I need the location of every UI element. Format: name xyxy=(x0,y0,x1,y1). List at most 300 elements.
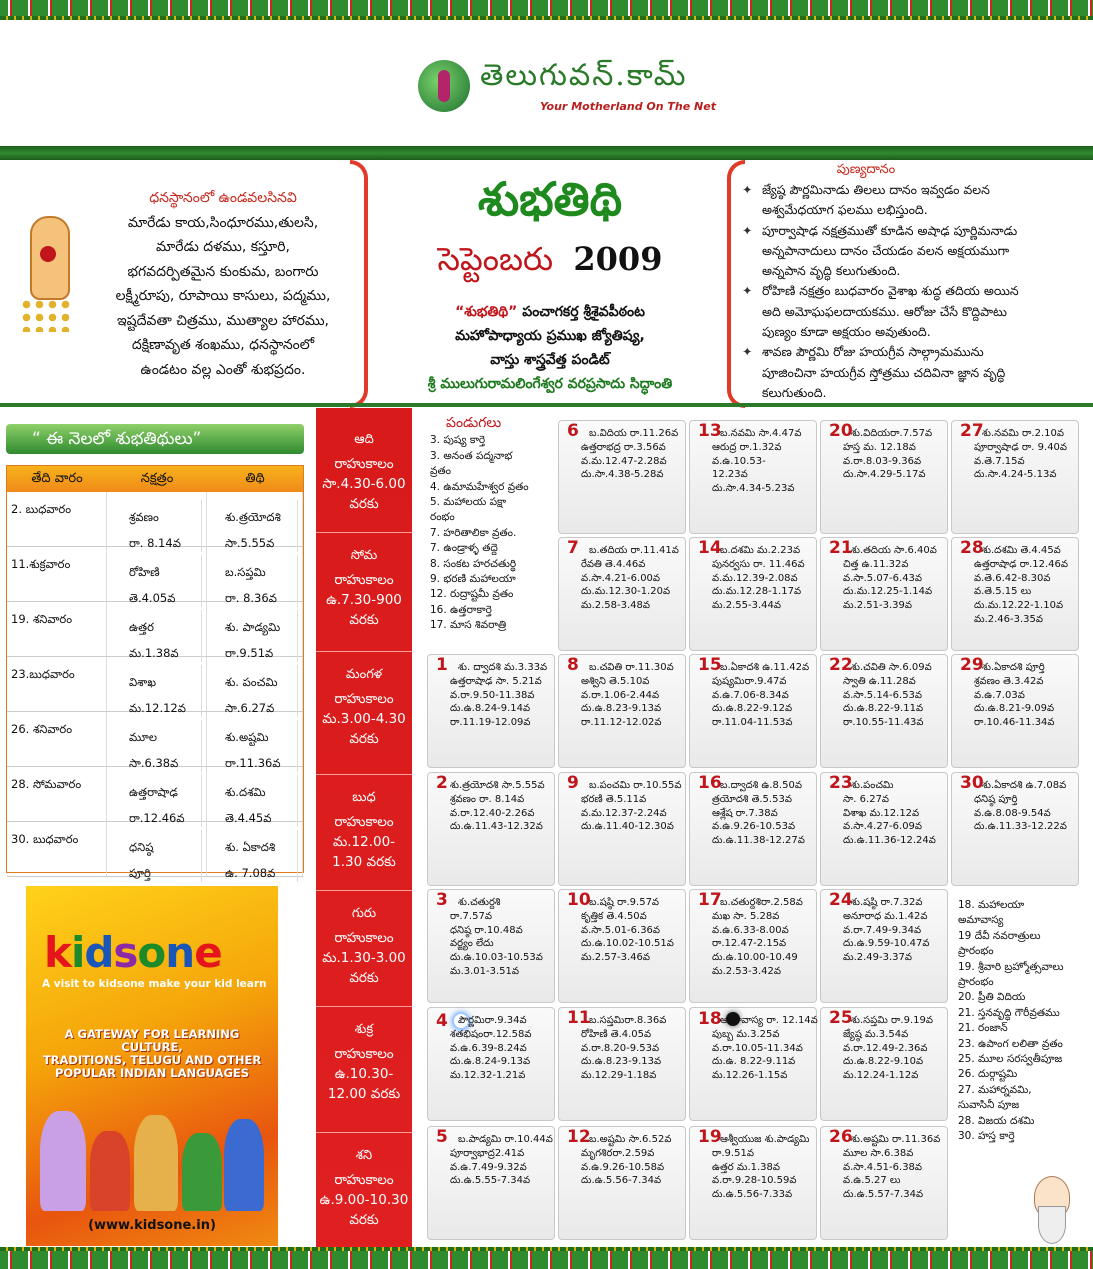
cell-line: మూల xyxy=(125,720,202,746)
festival-item: 16. ఉత్తరాకార్తె xyxy=(430,603,492,616)
cell-line: సా.5.55వ xyxy=(221,526,298,552)
detail-line: కృత్తిక తె.4.50వ xyxy=(581,910,647,922)
rahu-separator xyxy=(316,651,412,652)
punya-line: అశ్వమేధయాగ ఫలము లభిస్తుంది. xyxy=(762,202,928,218)
day-details xyxy=(581,544,681,613)
rahukalam-column xyxy=(316,408,412,1254)
tithi-cell xyxy=(207,602,303,660)
detail-line: దు.ఉ.5.57-7.34వ xyxy=(843,1189,924,1201)
day-number: 22 xyxy=(829,655,853,675)
rahu-day: గురు xyxy=(351,906,377,921)
detail-line: వ.ఉ.6.39-8.24వ xyxy=(450,1042,527,1054)
calendar-day-17 xyxy=(689,889,817,1003)
panel-line: మారేడు కాయ,సింధూరము,తులసి, xyxy=(127,214,319,231)
festival-item: 8. సంకట హరచతుర్థి xyxy=(430,557,517,570)
section-divider xyxy=(0,403,1093,407)
day-details xyxy=(974,661,1074,730)
detail-line: ఉత్తర మ.1.38వ xyxy=(712,1161,781,1173)
nakshatra-cell xyxy=(107,547,207,605)
shubha-table xyxy=(6,465,304,880)
calendar-day-19 xyxy=(689,1126,817,1240)
festival-list-2 xyxy=(958,898,1090,1145)
title-panel xyxy=(372,168,728,398)
detail-line: పూర్వాషాఢ రా. 9.40వ xyxy=(974,441,1068,453)
cell-line: శు. పాడ్యమి xyxy=(221,610,298,636)
cell-line: తె.4.05వ xyxy=(125,581,202,607)
detail-line: శు.ఏకాదశి పూర్తి xyxy=(982,662,1045,673)
festival-item: 21. స్తనవృద్ధి గౌరీవ్రతము xyxy=(958,1006,1060,1019)
cell-line: విశాఖ xyxy=(125,665,202,691)
rahukalam-block xyxy=(316,1020,412,1104)
detail-line: విశాఖ మ.12.12వ xyxy=(843,807,920,819)
cell-line: శ్రవణం xyxy=(125,500,202,526)
festival-item: 21. రంజాన్ xyxy=(958,1022,1008,1035)
calendar-day-13 xyxy=(689,420,817,534)
detail-line: వ.ఉ.6.33-8.00వ xyxy=(712,924,789,936)
detail-line: దు.ఉ.8.22-9.10వ xyxy=(843,1056,924,1068)
date-cell: 19. శనివారం xyxy=(7,602,107,656)
detail-line: బ.దశమి మ.2.23వ xyxy=(720,545,801,556)
calendar-day-1 xyxy=(427,654,555,768)
detail-line: బ.పాడ్యమి రా.10.44వ xyxy=(458,1134,553,1145)
header-band xyxy=(0,146,1093,160)
day-details xyxy=(450,1014,550,1083)
detail-line: దు.ఉ.11.36-12.24వ xyxy=(843,835,936,847)
ad-tagline: A visit to kidsone make your kid learn xyxy=(42,978,267,990)
detail-line: త్రయోదశి తె.5.53వ xyxy=(712,793,792,805)
nakshatra-cell xyxy=(107,657,207,715)
detail-line: వ.రా.9.50-11.38వ xyxy=(450,689,535,701)
festival-item: 25. మూల సరస్వతీపూజ xyxy=(958,1053,1063,1066)
rahu-line: వరకు xyxy=(349,1212,379,1228)
detail-line: దు.ఉ.10.03-10.53వ xyxy=(450,952,543,964)
detail-line: వ.తె.5.15 లు xyxy=(974,586,1032,598)
detail-line: శ్రవణం తె.3.42వ xyxy=(974,675,1044,687)
day-number: 12 xyxy=(567,1127,591,1147)
calendar-day-23 xyxy=(820,772,948,886)
detail-line: రా.10.55-11.43వ xyxy=(843,717,924,729)
site-logo[interactable] xyxy=(418,58,716,113)
detail-line: వ.మ.12.47-2.28వ xyxy=(581,455,667,467)
divider-arc xyxy=(350,160,368,408)
detail-line: మ.2.55-3.44వ xyxy=(712,600,782,612)
panel-line: భగవదర్పితమైన కుంకుమ, బంగారు xyxy=(127,263,319,280)
calendar-day-27 xyxy=(951,420,1079,534)
detail-line: వ.సా.5.01-6.36వ xyxy=(581,924,661,936)
punya-line: అన్నపాన వృద్ధి కలుగుతుంది. xyxy=(762,263,901,279)
detail-line: రా.10.46-11.34వ xyxy=(974,717,1055,729)
punya-line: అన్నపానాదులు దానం చేయడం వలన అక్షయముగా xyxy=(762,242,1010,258)
calendar-day-7 xyxy=(558,537,686,651)
day-details xyxy=(843,427,943,482)
day-number: 24 xyxy=(829,890,853,910)
rahu-day: శని xyxy=(355,1148,373,1163)
calendar-day-4 xyxy=(427,1007,555,1121)
detail-line: దు.సా.4.24-5.13వ xyxy=(974,469,1057,481)
detail-line: బ.నవమి సా.4.47వ xyxy=(720,428,802,439)
calendar-day-2 xyxy=(427,772,555,886)
day-details xyxy=(712,1014,818,1083)
detail-line: స్వాతి ఉ.11.28వ xyxy=(843,675,916,687)
cell-line: ఉత్తరాషాఢ xyxy=(125,775,202,801)
calendar-day-26 xyxy=(820,1126,948,1240)
day-details xyxy=(581,896,681,965)
punya-line: రోహిణి నక్షత్రం బుధవారం వైశాఖ శుద్ధ తదియ అయిన xyxy=(762,283,1019,299)
cell-line: శు.అష్టమి xyxy=(221,720,298,746)
cell-line: రోహిణి xyxy=(125,555,202,581)
detail-line: బ.షష్ఠి రా.9.57వ xyxy=(589,897,660,908)
calendar-day-14 xyxy=(689,537,817,651)
calendar-day-22 xyxy=(820,654,948,768)
day-number: 3 xyxy=(436,890,448,910)
detail-line: వ.రా.1.06-2.44వ xyxy=(581,689,660,701)
table-row xyxy=(7,712,303,770)
detail-line: దు.ఉ.11.40-12.30వ xyxy=(581,821,674,833)
calendar-day-6 xyxy=(558,420,686,534)
day-details xyxy=(843,544,943,613)
detail-line: దు.ఉ. 8.22-9.11వ xyxy=(712,1056,796,1068)
detail-line: మ.12.24-1.12వ xyxy=(843,1070,919,1082)
rahukalam-block xyxy=(316,1146,412,1230)
festival-item: 28. విజయ దశమి xyxy=(958,1114,1035,1127)
detail-line: వ.సా.4.51-6.38వ xyxy=(843,1161,923,1173)
detail-line: బ.పంచమి రా.10.55వ xyxy=(589,780,682,791)
detail-line: వ.ఉ.7.03వ xyxy=(974,689,1025,701)
punya-line: శావణ పౌర్ణమి రోజు హయగ్రీవ సాల్గ్రామమును xyxy=(762,344,984,360)
detail-line: శ్రవణం రా. 8.14వ xyxy=(450,793,525,805)
calendar-day-10 xyxy=(558,889,686,1003)
calendar-day-25 xyxy=(820,1007,948,1121)
column-header: తేది వారం xyxy=(31,471,83,486)
day-number: 23 xyxy=(829,773,853,793)
cell-line: రా.11.36వ xyxy=(221,746,298,772)
detail-line: దు.ఉ.8.23-9.13వ xyxy=(581,1056,662,1068)
day-details xyxy=(843,661,943,730)
nakshatra-cell xyxy=(107,822,207,880)
detail-line: రా.9.51వ xyxy=(712,1147,754,1159)
bottom-border xyxy=(0,1251,1093,1269)
rahu-line: ఉ.7.30-900 xyxy=(326,592,402,608)
punya-line: పుణ్యం కూడా అక్షయం అవుతుంది. xyxy=(762,324,931,340)
date-cell: 23.బుధవారం xyxy=(7,657,107,711)
punya-line: పూర్వాషాఢ నక్షత్రముతో కూడిన అషాఢ పూర్ణిమనాడు xyxy=(762,222,1018,238)
detail-line: ఆరుద్ర రా.1.32వ xyxy=(712,441,782,453)
festival-item: 7. హరితాలికా వ్రతం. xyxy=(430,526,517,539)
detail-line: వ.మ.12.39-2.08వ xyxy=(712,572,798,584)
calendar-day-11 xyxy=(558,1007,686,1121)
detail-line: వ.సా.5.07-6.43వ xyxy=(843,572,923,584)
rahu-day: మంగళ xyxy=(345,667,383,682)
festival-item: 23. ఉపాంగ లలితా వ్రతం xyxy=(958,1037,1063,1050)
date-cell: 30. బుధవారం xyxy=(7,822,107,876)
detail-line: శు. ద్వాదశి మ.3.33వ xyxy=(458,662,548,673)
day-number: 25 xyxy=(829,1008,853,1028)
detail-line: పునర్వసు రా. 11.46వ xyxy=(712,558,805,570)
day-number: 17 xyxy=(698,890,722,910)
day-details xyxy=(974,427,1074,482)
rahu-line: రాహుకాలం xyxy=(334,456,394,472)
detail-line: చిత్త ఉ.11.32వ xyxy=(843,558,909,570)
detail-line: దు.ఉ.11.38-12.27వ xyxy=(712,835,805,847)
table-row xyxy=(7,767,303,825)
detail-line: మ.2.58-3.48వ xyxy=(581,600,651,612)
detail-line: దు.ఉ.8.24-9.14వ xyxy=(450,703,531,715)
tithi-cell xyxy=(207,822,303,880)
rahu-line: ఉ.10.30- xyxy=(334,1066,394,1082)
rahu-line: సా.4.30-6.00 xyxy=(322,476,406,492)
detail-line: శు.నవమి రా.2.10వ xyxy=(982,428,1064,439)
panel-line: మారేడు దళము, కస్తూరి, xyxy=(156,239,290,255)
detail-line: మ.2.51-3.39వ xyxy=(843,600,913,612)
detail-line: దు.ఉ.8.22-9.12వ xyxy=(712,703,793,715)
hand-icon xyxy=(16,206,76,336)
detail-line: బ.సప్తమిరా.8.36వ xyxy=(589,1015,667,1026)
rahu-line: మ.12.00- xyxy=(332,834,396,850)
cell-line: శు.దశమి xyxy=(221,775,298,801)
detail-line: మఖ సా. 5.28వ xyxy=(712,910,780,922)
day-number: 4 xyxy=(436,1012,470,1030)
rahu-line: రాహుకాలం xyxy=(334,814,394,830)
detail-line: జ్యేష్ఠ మ.3.54వ xyxy=(843,1028,909,1040)
detail-line: సా. 6.27వ xyxy=(843,793,890,805)
festival-item: సువాసినీ పూజ xyxy=(958,1099,1020,1112)
detail-line: మ.12.29-1.18వ xyxy=(581,1070,657,1082)
cell-line: మ.12.12వ xyxy=(125,691,202,717)
rahukalam-block xyxy=(316,904,412,988)
detail-line: మ.2.53-3.42వ xyxy=(712,965,782,977)
punya-line: జ్యేష్ఠ పౌర్ణమినాడు తిలలు దానం ఇవ్వడం వలన xyxy=(762,182,990,197)
detail-line: రా.7.57వ xyxy=(450,910,492,922)
panel-title: పుణ్యదానం xyxy=(836,162,896,177)
detail-line: వ.రా.12.40-2.26వ xyxy=(450,807,535,819)
festival-item: ప్రారంభం xyxy=(958,976,994,989)
festival-item: 18. మహాలయా xyxy=(958,899,1025,911)
column-header: తిథి xyxy=(245,471,265,486)
detail-line: ఆశ్వీయుజ శు.పాడ్యమి xyxy=(720,1134,810,1145)
detail-line: వ.ఉ.7.49-9.32వ xyxy=(450,1161,527,1173)
detail-line: రా.11.04-11.53వ xyxy=(712,717,793,729)
detail-line: రా.11.12-12.02వ xyxy=(581,717,662,729)
detail-line: రా.12.47-2.15వ xyxy=(712,938,787,950)
festival-item: 19 దేవీ నవరాత్రులు xyxy=(958,929,1041,942)
punya-item xyxy=(736,221,1086,282)
detail-line: వ.మ.12.37-2.24వ xyxy=(581,807,667,819)
panel-title: ధనస్థానంలో ఉండవలసినవి xyxy=(149,190,297,206)
nakshatra-cell xyxy=(107,712,207,770)
calendar-day-29 xyxy=(951,654,1079,768)
detail-line: వ.ఉ.10.53- xyxy=(712,455,766,467)
detail-line: శు.చవితి సా.6.09వ xyxy=(851,662,932,673)
star-icon: ✦ xyxy=(742,182,753,197)
detail-line: శు.దశమి తె.4.45వ xyxy=(982,545,1061,556)
festival-item: 30. హస్త కార్తె xyxy=(958,1130,1015,1143)
detail-line: దు.మ.12.28-1.17వ xyxy=(712,586,802,598)
detail-line: బ.అష్టమి సా.6.52వ xyxy=(589,1134,672,1145)
star-icon: ✦ xyxy=(742,283,753,299)
date-cell: 2. బుధవారం xyxy=(7,492,107,546)
detail-line: పౌర్ణమిరా.9.34వ xyxy=(458,1015,527,1026)
day-details xyxy=(581,427,681,482)
rahu-day: శుక్ర xyxy=(354,1022,374,1037)
day-number: 14 xyxy=(698,538,722,558)
detail-line: దు.మ.12.22-1.10వ xyxy=(974,600,1064,612)
punya-line: పూజించినా హయగ్రీవ స్తోత్రము చదివినా జ్ఞాన వృద్ధి xyxy=(762,364,1006,380)
festival-item: 4. ఉమామహేశ్వర వ్రతం xyxy=(430,480,529,493)
day-details xyxy=(450,1133,553,1188)
detail-line: వ.రా.9.28-10.59వ xyxy=(712,1175,797,1187)
table-row xyxy=(7,657,303,715)
calendar-day-16 xyxy=(689,772,817,886)
rahu-line: వరకు xyxy=(349,731,379,747)
cell-line: తె.4.45వ xyxy=(221,801,298,827)
day-number: 29 xyxy=(960,655,984,675)
day-number: 1 xyxy=(436,655,448,675)
tithi-cell xyxy=(207,547,303,605)
festival-item: 26. దుర్గాష్టమి xyxy=(958,1068,1018,1081)
rahukalam-block xyxy=(316,430,412,514)
punya-item xyxy=(736,180,1086,221)
day-number: 8 xyxy=(567,655,579,675)
column-header: నక్షత్రం xyxy=(140,471,174,486)
day-details xyxy=(712,779,812,848)
author-line-2: మహోపాధ్యాయ ప్రముఖ జ్యోతిష్య, xyxy=(455,328,645,344)
day-number: 10 xyxy=(567,890,591,910)
detail-line: వర్జ్యం లేదు xyxy=(450,938,494,950)
detail-line: వ.రా.8.20-9.53వ xyxy=(581,1042,660,1054)
rahu-separator xyxy=(316,1006,412,1007)
star-icon: ✦ xyxy=(742,344,753,360)
detail-line: ధనిష్ఠ రా.10.48వ xyxy=(450,924,523,936)
detail-line: వ.రా.12.49-2.36వ xyxy=(843,1042,928,1054)
cell-line: రా. 8.14వ xyxy=(125,526,202,552)
author-line-1: “శుభతిథి” పంచాగకర్త శ్రీశైవపీఠంట xyxy=(455,304,645,320)
day-details xyxy=(843,896,943,965)
detail-line: బ.చతుర్దశిరా.2.58వ xyxy=(720,897,803,908)
detail-line: దు.ఉ.9.59-10.47వ xyxy=(843,938,930,950)
calendar-day-28 xyxy=(951,537,1079,651)
festival-item: 9. భరణి మహాలయా xyxy=(430,573,516,586)
rahu-line: రాహుకాలం xyxy=(334,1046,394,1062)
rahu-separator xyxy=(316,890,412,891)
rahu-day: ఆది xyxy=(354,432,374,447)
detail-line: భరణి తె.5.11వ xyxy=(581,793,647,805)
star-icon: ✦ xyxy=(742,222,753,238)
date-cell: 28. సోమవారం xyxy=(7,767,107,821)
calendar-day-12 xyxy=(558,1126,686,1240)
calendar-day-30 xyxy=(951,772,1079,886)
rahu-separator xyxy=(316,532,412,533)
day-details xyxy=(712,896,812,979)
rahu-line: రాహుకాలం xyxy=(334,691,394,707)
detail-line: వ.రా.7.49-9.34వ xyxy=(843,924,922,936)
detail-line: మృగశిరరా.2.59వ xyxy=(581,1147,655,1159)
detail-line: దు.ఉ.5.56-7.34వ xyxy=(581,1175,662,1187)
detail-line: రోహిణి తె.4.05వ xyxy=(581,1028,652,1040)
detail-line: దు.ఉ.8.23-9.13వ xyxy=(581,703,662,715)
day-details xyxy=(974,544,1074,627)
detail-line: రేవతి తె.4.46వ xyxy=(581,558,646,570)
festival-list xyxy=(430,416,554,634)
cell-line: శు. పంచమి xyxy=(221,665,298,691)
rahu-line: వరకు xyxy=(349,496,379,512)
calendar-day-18 xyxy=(689,1007,817,1121)
detail-line: హస్త మ. 12.18వ xyxy=(843,441,916,453)
detail-line: దు.ఉ.10.02-10.51వ xyxy=(581,938,674,950)
festival-item: రంభం xyxy=(430,511,455,524)
detail-line: మ.12.32-1.21వ xyxy=(450,1070,526,1082)
detail-line: దు.ఉ.11.43-12.32వ xyxy=(450,821,543,833)
detail-line: పూర్వాభాద్ర2.41వ xyxy=(450,1147,525,1159)
rahu-line: వరకు xyxy=(349,612,379,628)
detail-line: శు.త్రయోదశి సా.5.55వ xyxy=(450,780,545,791)
detail-line: మ.2.57-3.46వ xyxy=(581,952,651,964)
festival-item: 20. ప్రీతి విదియ xyxy=(958,991,1026,1004)
date-cell: 11.శుక్రవారం xyxy=(7,547,107,601)
rahu-separator xyxy=(316,774,412,775)
day-number: 11 xyxy=(567,1008,591,1028)
day-number: 7 xyxy=(567,538,579,558)
detail-line: మ.12.26-1.15వ xyxy=(712,1070,788,1082)
detail-line: మ.2.49-3.37వ xyxy=(843,952,913,964)
day-number: 30 xyxy=(960,773,984,793)
kidsone-ad[interactable] xyxy=(26,886,278,1246)
author-line-3: వాస్తు శాస్త్రవేత్త పండిట్ xyxy=(490,352,610,368)
detail-line: రా.11.19-12.09వ xyxy=(450,717,531,729)
ad-url[interactable]: (www.kidsone.in) xyxy=(88,1218,216,1233)
detail-line: దు.ఉ.5.55-7.34వ xyxy=(450,1175,531,1187)
nakshatra-cell xyxy=(107,602,207,660)
panel-line: లక్ష్మీరూపు, రూపాయి కాసులు, పద్మము, xyxy=(115,288,331,304)
detail-line: మ.2.46-3.35వ xyxy=(974,613,1044,625)
detail-line: బ.ఏకాదశి ఉ.11.42వ xyxy=(720,662,810,673)
panel-line: ఉండటం వల్ల ఎంతో శుభప్రదం. xyxy=(140,361,306,378)
detail-line: ఉత్తరాభద్ర రా.3.56వ xyxy=(581,441,666,453)
day-number: 2 xyxy=(436,773,448,793)
rahu-line: మ.3.00-4.30 xyxy=(322,711,406,727)
punya-line: అది అమోఘఫలదాయకము. ఆరోజు చేసే కొద్దిపాటు xyxy=(762,303,1007,319)
day-details xyxy=(712,544,812,613)
panel-line: ఇష్టదేవతా చిత్రము, ముత్యాల హారము, xyxy=(116,312,329,329)
day-details xyxy=(581,1014,681,1083)
month-title: సెప్టెంబరు 2009 xyxy=(437,240,663,278)
festival-title: పండుగలు xyxy=(446,415,502,431)
day-number: 21 xyxy=(829,538,853,558)
detail-line: పుష్యమిరా.9.47వ xyxy=(712,675,787,687)
cell-line: బ.సప్తమి xyxy=(221,555,298,581)
detail-line: వ.రా.10.05-11.34వ xyxy=(712,1042,803,1054)
detail-line: పుబ్బ మ.3.25వ xyxy=(712,1028,780,1040)
rahu-line: 1.30 వరకు xyxy=(332,854,396,870)
detail-line: దు.ఉ.8.22-9.11వ xyxy=(843,703,924,715)
calendar-day-20 xyxy=(820,420,948,534)
detail-line: వ.ఉ.9.26-10.58వ xyxy=(581,1161,665,1173)
ad-gateway-text: A GATEWAY FOR LEARNING CULTURE, TRADITIONS, TELUGU AND OTHER POPULAR INDIAN LANGUAGES xyxy=(42,1027,262,1080)
punya-line: కలుగుతుంది. xyxy=(762,384,827,400)
detail-line: దు.ఉ.11.33-12.22వ xyxy=(974,821,1067,833)
detail-line: దు.మ.12.25-1.14వ xyxy=(843,586,933,598)
calendar-day-9 xyxy=(558,772,686,886)
tithi-cell xyxy=(207,657,303,715)
day-details xyxy=(581,779,681,834)
tithi-cell xyxy=(207,712,303,770)
table-row xyxy=(7,547,303,605)
detail-line: దు.సా.4.38-5.28వ xyxy=(581,469,664,481)
detail-line: దు.మ.12.30-1.20వ xyxy=(581,586,671,598)
detail-line: వ.ఉ.7.06-8.34వ xyxy=(712,689,789,701)
calendar-day-3 xyxy=(427,889,555,1003)
day-number: 27 xyxy=(960,421,984,441)
detail-line: దు.ఉ.5.56-7.33వ xyxy=(712,1189,793,1201)
